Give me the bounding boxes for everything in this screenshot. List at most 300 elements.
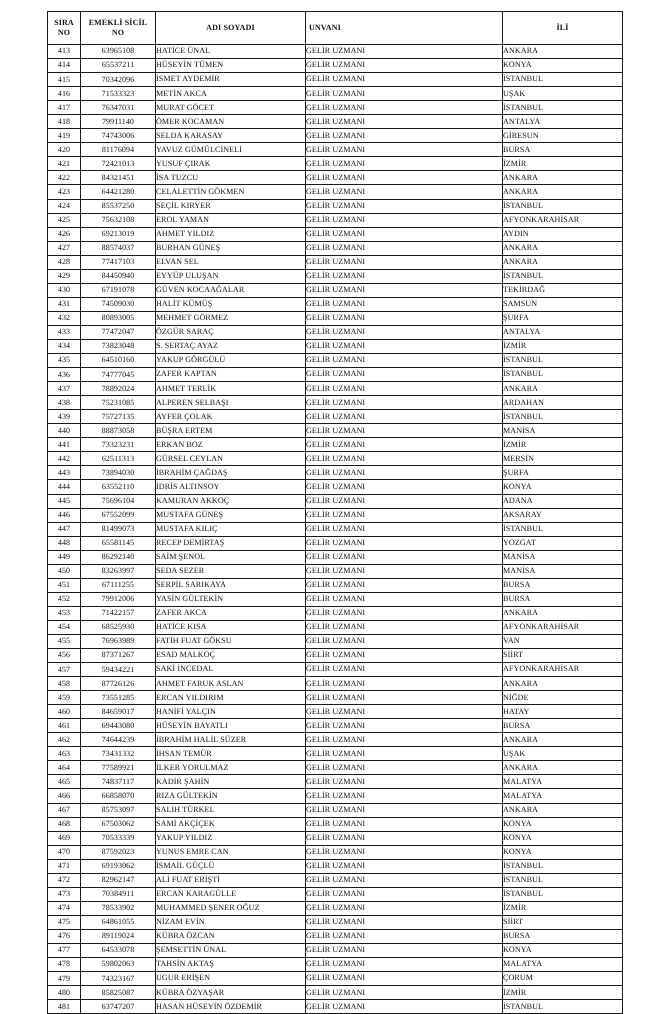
cell-unvani: GELİR UZMANI xyxy=(306,59,503,73)
cell-emekli-sicil-no: 73323231 xyxy=(81,438,156,452)
cell-ili: ANKARA xyxy=(503,606,623,620)
cell-unvani: GELİR UZMANI xyxy=(306,789,503,803)
cell-adi-soyadi: TAHSİN AKTAŞ xyxy=(156,958,306,972)
cell-adi-soyadi: YAKUP YILDIZ xyxy=(156,831,306,845)
cell-unvani: GELİR UZMANI xyxy=(306,325,503,339)
cell-adi-soyadi: RECEP DEMİRTAŞ xyxy=(156,536,306,550)
table-row xyxy=(48,466,623,480)
cell-ili: MALATYA xyxy=(503,958,623,972)
cell-adi-soyadi: KAMURAN AKKOÇ xyxy=(156,494,306,508)
cell-emekli-sicil-no: 74644239 xyxy=(81,733,156,747)
table-row xyxy=(48,396,623,410)
cell-ili: GİRESUN xyxy=(503,129,623,143)
table-row xyxy=(48,241,623,255)
cell-unvani: GELİR UZMANI xyxy=(306,494,503,508)
column-header-sira xyxy=(48,12,81,45)
cell-sira: 469 xyxy=(48,831,81,845)
cell-emekli-sicil-no: 73894030 xyxy=(81,466,156,480)
table-row xyxy=(48,859,623,873)
cell-emekli-sicil-no: 64533078 xyxy=(81,944,156,958)
table-row xyxy=(48,663,623,677)
cell-unvani: GELİR UZMANI xyxy=(306,606,503,620)
cell-emekli-sicil-no: 74743006 xyxy=(81,129,156,143)
cell-sira: 460 xyxy=(48,705,81,719)
cell-sira: 433 xyxy=(48,325,81,339)
cell-emekli-sicil-no: 65581145 xyxy=(81,536,156,550)
cell-emekli-sicil-no: 64510160 xyxy=(81,354,156,368)
table-row xyxy=(48,45,623,59)
table-row xyxy=(48,59,623,73)
table-row xyxy=(48,761,623,775)
cell-ili: MANİSA xyxy=(503,424,623,438)
table-row xyxy=(48,438,623,452)
cell-emekli-sicil-no: 70384911 xyxy=(81,887,156,901)
table-row xyxy=(48,747,623,761)
cell-unvani: GELİR UZMANI xyxy=(306,115,503,129)
table-row xyxy=(48,986,623,1000)
cell-ili: MALATYA xyxy=(503,775,623,789)
cell-ili: UŞAK xyxy=(503,747,623,761)
table-row xyxy=(48,283,623,297)
cell-ili: ANKARA xyxy=(503,733,623,747)
cell-sira: 430 xyxy=(48,283,81,297)
cell-ili: ANKARA xyxy=(503,185,623,199)
cell-ili: İSTANBUL xyxy=(503,887,623,901)
cell-unvani: GELİR UZMANI xyxy=(306,297,503,311)
cell-ili: TEKİRDAĞ xyxy=(503,283,623,297)
cell-adi-soyadi: SAKİ İNCEDAL xyxy=(156,663,306,677)
table-row xyxy=(48,944,623,958)
cell-sira: 449 xyxy=(48,550,81,564)
cell-ili: İSTANBUL xyxy=(503,1000,623,1014)
cell-adi-soyadi: İLKER YORULMAZ xyxy=(156,761,306,775)
cell-sira: 426 xyxy=(48,227,81,241)
table-row xyxy=(48,606,623,620)
cell-unvani: GELİR UZMANI xyxy=(306,45,503,59)
table-row xyxy=(48,550,623,564)
cell-sira: 431 xyxy=(48,297,81,311)
cell-sira: 422 xyxy=(48,171,81,185)
cell-emekli-sicil-no: 70342096 xyxy=(81,73,156,87)
cell-sira: 477 xyxy=(48,944,81,958)
column-header-adsoyadi-label: ADI SOYADI xyxy=(206,23,255,33)
cell-ili: ANKARA xyxy=(503,241,623,255)
cell-adi-soyadi: FATİH FUAT GÖKSU xyxy=(156,634,306,648)
cell-emekli-sicil-no: 67111255 xyxy=(81,578,156,592)
cell-unvani: GELİR UZMANI xyxy=(306,929,503,943)
cell-sira: 434 xyxy=(48,339,81,353)
table-row xyxy=(48,901,623,915)
cell-unvani: GELİR UZMANI xyxy=(306,705,503,719)
cell-sira: 459 xyxy=(48,691,81,705)
cell-emekli-sicil-no: 87726126 xyxy=(81,677,156,691)
cell-adi-soyadi: SELDA KARASAY xyxy=(156,129,306,143)
table-row xyxy=(48,73,623,87)
cell-emekli-sicil-no: 79912006 xyxy=(81,592,156,606)
cell-ili: BURSA xyxy=(503,143,623,157)
cell-sira: 432 xyxy=(48,311,81,325)
cell-unvani: GELİR UZMANI xyxy=(306,143,503,157)
cell-emekli-sicil-no: 74323167 xyxy=(81,972,156,986)
cell-adi-soyadi: HASAN HÜSEYİN ÖZDEMİR xyxy=(156,1000,306,1014)
cell-emekli-sicil-no: 73431332 xyxy=(81,747,156,761)
cell-ili: KONYA xyxy=(503,845,623,859)
cell-adi-soyadi: S. SERTAÇ AYAZ xyxy=(156,339,306,353)
table-row xyxy=(48,311,623,325)
table-row xyxy=(48,522,623,536)
table-row xyxy=(48,213,623,227)
cell-emekli-sicil-no: 71422157 xyxy=(81,606,156,620)
cell-emekli-sicil-no: 70533339 xyxy=(81,831,156,845)
cell-adi-soyadi: ERCAN YILDIRIM xyxy=(156,691,306,705)
cell-emekli-sicil-no: 85825087 xyxy=(81,986,156,1000)
cell-ili: SAMSUN xyxy=(503,297,623,311)
cell-unvani: GELİR UZMANI xyxy=(306,592,503,606)
table-row xyxy=(48,817,623,831)
table-row xyxy=(48,199,623,213)
cell-unvani: GELİR UZMANI xyxy=(306,255,503,269)
cell-adi-soyadi: İDRİS ALTINSOY xyxy=(156,480,306,494)
cell-adi-soyadi: YAKUP GÖRGÜLÜ xyxy=(156,354,306,368)
cell-ili: KONYA xyxy=(503,944,623,958)
table-row xyxy=(48,129,623,143)
cell-emekli-sicil-no: 67552099 xyxy=(81,508,156,522)
cell-ili: ANKARA xyxy=(503,803,623,817)
cell-sira: 420 xyxy=(48,143,81,157)
cell-adi-soyadi: HÜSEYİN BAYATLI xyxy=(156,719,306,733)
cell-ili: BURSA xyxy=(503,578,623,592)
cell-adi-soyadi: ÖMER KOCAMAN xyxy=(156,115,306,129)
table-row xyxy=(48,480,623,494)
cell-sira: 463 xyxy=(48,747,81,761)
cell-ili: YOZGAT xyxy=(503,536,623,550)
cell-unvani: GELİR UZMANI xyxy=(306,452,503,466)
table-row xyxy=(48,354,623,368)
cell-emekli-sicil-no: 75632108 xyxy=(81,213,156,227)
cell-adi-soyadi: ERKAN BOZ xyxy=(156,438,306,452)
cell-sira: 437 xyxy=(48,382,81,396)
cell-unvani: GELİR UZMANI xyxy=(306,382,503,396)
table-row xyxy=(48,410,623,424)
cell-sira: 457 xyxy=(48,663,81,677)
cell-ili: ANKARA xyxy=(503,761,623,775)
cell-unvani: GELİR UZMANI xyxy=(306,944,503,958)
cell-ili: İZMİR xyxy=(503,986,623,1000)
cell-unvani: GELİR UZMANI xyxy=(306,803,503,817)
cell-ili: VAN xyxy=(503,634,623,648)
cell-ili: ADANA xyxy=(503,494,623,508)
cell-emekli-sicil-no: 59434221 xyxy=(81,663,156,677)
table-row xyxy=(48,845,623,859)
cell-sira: 417 xyxy=(48,101,81,115)
cell-adi-soyadi: KÜBRA ÖZCAN xyxy=(156,929,306,943)
table-row xyxy=(48,536,623,550)
cell-sira: 435 xyxy=(48,354,81,368)
cell-ili: ÇORUM xyxy=(503,972,623,986)
table-row xyxy=(48,719,623,733)
table-row xyxy=(48,339,623,353)
cell-ili: AYDIN xyxy=(503,227,623,241)
cell-ili: MANİSA xyxy=(503,550,623,564)
cell-adi-soyadi: İBRAHİM HALİL SÜZER xyxy=(156,733,306,747)
cell-adi-soyadi: ALİ FUAT ERİŞTİ xyxy=(156,873,306,887)
cell-adi-soyadi: ZAFER AKCA xyxy=(156,606,306,620)
table-row xyxy=(48,578,623,592)
cell-ili: İZMİR xyxy=(503,438,623,452)
cell-emekli-sicil-no: 84450940 xyxy=(81,269,156,283)
table-row xyxy=(48,382,623,396)
cell-adi-soyadi: SEÇİL KIRYER xyxy=(156,199,306,213)
cell-sira: 421 xyxy=(48,157,81,171)
table-row xyxy=(48,87,623,101)
cell-unvani: GELİR UZMANI xyxy=(306,396,503,410)
cell-adi-soyadi: YUSUF ÇIRAK xyxy=(156,157,306,171)
cell-ili: İSTANBUL xyxy=(503,873,623,887)
column-header-ili xyxy=(503,12,623,45)
cell-adi-soyadi: YASİN GÜLTEKİN xyxy=(156,592,306,606)
cell-unvani: GELİR UZMANI xyxy=(306,649,503,663)
cell-emekli-sicil-no: 72421013 xyxy=(81,157,156,171)
cell-ili: KONYA xyxy=(503,831,623,845)
cell-adi-soyadi: ALPEREN SELBAŞI xyxy=(156,396,306,410)
cell-sira: 427 xyxy=(48,241,81,255)
table-row xyxy=(48,958,623,972)
cell-sira: 446 xyxy=(48,508,81,522)
column-header-sira-line1: SIRA xyxy=(54,18,74,28)
cell-emekli-sicil-no: 59802063 xyxy=(81,958,156,972)
cell-ili: BURSA xyxy=(503,719,623,733)
cell-sira: 470 xyxy=(48,845,81,859)
cell-unvani: GELİR UZMANI xyxy=(306,368,503,382)
cell-emekli-sicil-no: 67503062 xyxy=(81,817,156,831)
cell-sira: 473 xyxy=(48,887,81,901)
cell-emekli-sicil-no: 73551285 xyxy=(81,691,156,705)
cell-sira: 453 xyxy=(48,606,81,620)
cell-ili: AKSARAY xyxy=(503,508,623,522)
cell-ili: İZMİR xyxy=(503,157,623,171)
cell-sira: 436 xyxy=(48,368,81,382)
cell-emekli-sicil-no: 64421280 xyxy=(81,185,156,199)
cell-unvani: GELİR UZMANI xyxy=(306,508,503,522)
cell-emekli-sicil-no: 85753097 xyxy=(81,803,156,817)
header-row xyxy=(48,12,623,45)
cell-adi-soyadi: YUNUS EMRE CAN xyxy=(156,845,306,859)
table-row xyxy=(48,227,623,241)
cell-adi-soyadi: ERCAN KARAGÜLLE xyxy=(156,887,306,901)
cell-unvani: GELİR UZMANI xyxy=(306,620,503,634)
cell-adi-soyadi: NİZAM EVİN xyxy=(156,915,306,929)
cell-ili: ŞURFA xyxy=(503,311,623,325)
cell-adi-soyadi: İSA TUZCU xyxy=(156,171,306,185)
cell-ili: KONYA xyxy=(503,59,623,73)
cell-emekli-sicil-no: 77472047 xyxy=(81,325,156,339)
table-row xyxy=(48,691,623,705)
cell-adi-soyadi: GÜRSEL CEYLAN xyxy=(156,452,306,466)
cell-unvani: GELİR UZMANI xyxy=(306,719,503,733)
cell-adi-soyadi: ŞEMSETTİN ÜNAL xyxy=(156,944,306,958)
cell-sira: 444 xyxy=(48,480,81,494)
cell-emekli-sicil-no: 66858070 xyxy=(81,789,156,803)
table-row xyxy=(48,255,623,269)
cell-sira: 424 xyxy=(48,199,81,213)
cell-emekli-sicil-no: 65537211 xyxy=(81,59,156,73)
cell-sira: 454 xyxy=(48,620,81,634)
cell-ili: MERSİN xyxy=(503,452,623,466)
cell-ili: İSTANBUL xyxy=(503,199,623,213)
cell-emekli-sicil-no: 85537250 xyxy=(81,199,156,213)
cell-sira: 425 xyxy=(48,213,81,227)
cell-unvani: GELİR UZMANI xyxy=(306,269,503,283)
table-row xyxy=(48,929,623,943)
cell-unvani: GELİR UZMANI xyxy=(306,733,503,747)
cell-emekli-sicil-no: 76963989 xyxy=(81,634,156,648)
table-row xyxy=(48,325,623,339)
cell-ili: AFYONKARAHİSAR xyxy=(503,620,623,634)
cell-sira: 479 xyxy=(48,972,81,986)
cell-ili: İSTANBUL xyxy=(503,73,623,87)
cell-emekli-sicil-no: 78533902 xyxy=(81,901,156,915)
cell-emekli-sicil-no: 78892024 xyxy=(81,382,156,396)
column-header-unvani xyxy=(306,12,503,45)
cell-ili: AFYONKARAHİSAR xyxy=(503,663,623,677)
cell-adi-soyadi: AHMET YILDIZ xyxy=(156,227,306,241)
table-row xyxy=(48,887,623,901)
cell-ili: İSTANBUL xyxy=(503,522,623,536)
cell-adi-soyadi: SEDA SEZER xyxy=(156,564,306,578)
cell-adi-soyadi: İSMET AYDEMİR xyxy=(156,73,306,87)
table-row xyxy=(48,873,623,887)
table-row xyxy=(48,157,623,171)
cell-unvani: GELİR UZMANI xyxy=(306,157,503,171)
cell-unvani: GELİR UZMANI xyxy=(306,101,503,115)
table-row xyxy=(48,803,623,817)
cell-unvani: GELİR UZMANI xyxy=(306,438,503,452)
cell-unvani: GELİR UZMANI xyxy=(306,873,503,887)
cell-sira: 441 xyxy=(48,438,81,452)
cell-sira: 474 xyxy=(48,901,81,915)
cell-adi-soyadi: EROL YAMAN xyxy=(156,213,306,227)
cell-adi-soyadi: İSMAİL GÜÇLÜ xyxy=(156,859,306,873)
cell-emekli-sicil-no: 83263997 xyxy=(81,564,156,578)
cell-ili: ANKARA xyxy=(503,677,623,691)
table-row xyxy=(48,424,623,438)
cell-sira: 448 xyxy=(48,536,81,550)
cell-emekli-sicil-no: 81499073 xyxy=(81,522,156,536)
cell-adi-soyadi: KADİR ŞAHİN xyxy=(156,775,306,789)
roster-table xyxy=(47,11,623,1014)
cell-unvani: GELİR UZMANI xyxy=(306,859,503,873)
cell-emekli-sicil-no: 69213019 xyxy=(81,227,156,241)
table-row xyxy=(48,972,623,986)
cell-emekli-sicil-no: 74777045 xyxy=(81,368,156,382)
table-row xyxy=(48,297,623,311)
cell-unvani: GELİR UZMANI xyxy=(306,227,503,241)
column-header-ili-label: İLİ xyxy=(556,23,569,33)
cell-unvani: GELİR UZMANI xyxy=(306,283,503,297)
cell-ili: İSTANBUL xyxy=(503,410,623,424)
cell-ili: KONYA xyxy=(503,480,623,494)
cell-emekli-sicil-no: 68525930 xyxy=(81,620,156,634)
cell-ili: ANTALYA xyxy=(503,325,623,339)
cell-unvani: GELİR UZMANI xyxy=(306,775,503,789)
cell-emekli-sicil-no: 84321451 xyxy=(81,171,156,185)
cell-sira: 439 xyxy=(48,410,81,424)
cell-sira: 467 xyxy=(48,803,81,817)
cell-ili: ŞURFA xyxy=(503,466,623,480)
cell-ili: İSTANBUL xyxy=(503,859,623,873)
cell-ili: ANKARA xyxy=(503,255,623,269)
cell-adi-soyadi: YAVUZ GÜMÜLCİNELİ xyxy=(156,143,306,157)
cell-emekli-sicil-no: 63747207 xyxy=(81,1000,156,1014)
table-row xyxy=(48,775,623,789)
table-row xyxy=(48,101,623,115)
cell-sira: 466 xyxy=(48,789,81,803)
cell-sira: 471 xyxy=(48,859,81,873)
cell-adi-soyadi: SAİM ŞENOL xyxy=(156,550,306,564)
cell-adi-soyadi: HALİT KÜMÜŞ xyxy=(156,297,306,311)
cell-sira: 464 xyxy=(48,761,81,775)
cell-ili: İZMİR xyxy=(503,901,623,915)
cell-ili: AFYONKARAHİSAR xyxy=(503,213,623,227)
cell-unvani: GELİR UZMANI xyxy=(306,761,503,775)
cell-unvani: GELİR UZMANI xyxy=(306,424,503,438)
cell-ili: İSTANBUL xyxy=(503,101,623,115)
cell-emekli-sicil-no: 64861055 xyxy=(81,915,156,929)
cell-ili: ANKARA xyxy=(503,382,623,396)
cell-adi-soyadi: METİN AKCA xyxy=(156,87,306,101)
cell-sira: 481 xyxy=(48,1000,81,1014)
cell-adi-soyadi: İBRAHİM ÇAĞDAŞ xyxy=(156,466,306,480)
cell-unvani: GELİR UZMANI xyxy=(306,73,503,87)
cell-adi-soyadi: HANİFİ YALÇIN xyxy=(156,705,306,719)
cell-emekli-sicil-no: 88873058 xyxy=(81,424,156,438)
cell-unvani: GELİR UZMANI xyxy=(306,171,503,185)
cell-unvani: GELİR UZMANI xyxy=(306,663,503,677)
table-row xyxy=(48,915,623,929)
cell-sira: 443 xyxy=(48,466,81,480)
table-row xyxy=(48,143,623,157)
table-row xyxy=(48,677,623,691)
cell-adi-soyadi: MEHMET GÖRMEZ xyxy=(156,311,306,325)
cell-adi-soyadi: MURAT GÖCET xyxy=(156,101,306,115)
cell-sira: 476 xyxy=(48,929,81,943)
column-header-sicil-line2: NO xyxy=(111,28,125,37)
cell-adi-soyadi: BURHAN GÜNEŞ xyxy=(156,241,306,255)
cell-ili: HATAY xyxy=(503,705,623,719)
cell-sira: 418 xyxy=(48,115,81,129)
table-header xyxy=(48,12,623,45)
cell-unvani: GELİR UZMANI xyxy=(306,817,503,831)
cell-ili: MANİSA xyxy=(503,564,623,578)
cell-unvani: GELİR UZMANI xyxy=(306,87,503,101)
cell-unvani: GELİR UZMANI xyxy=(306,831,503,845)
table-row xyxy=(48,508,623,522)
cell-sira: 472 xyxy=(48,873,81,887)
table-row xyxy=(48,634,623,648)
cell-sira: 440 xyxy=(48,424,81,438)
cell-unvani: GELİR UZMANI xyxy=(306,747,503,761)
cell-emekli-sicil-no: 69193062 xyxy=(81,859,156,873)
table-row xyxy=(48,185,623,199)
cell-ili: ANKARA xyxy=(503,171,623,185)
cell-adi-soyadi: SAMİ AKÇİÇEK xyxy=(156,817,306,831)
cell-sira: 478 xyxy=(48,958,81,972)
cell-adi-soyadi: HATİCE KISA xyxy=(156,620,306,634)
cell-adi-soyadi: MUSTAFA KILIÇ xyxy=(156,522,306,536)
cell-sira: 462 xyxy=(48,733,81,747)
cell-sira: 413 xyxy=(48,45,81,59)
cell-ili: ARDAHAN xyxy=(503,396,623,410)
